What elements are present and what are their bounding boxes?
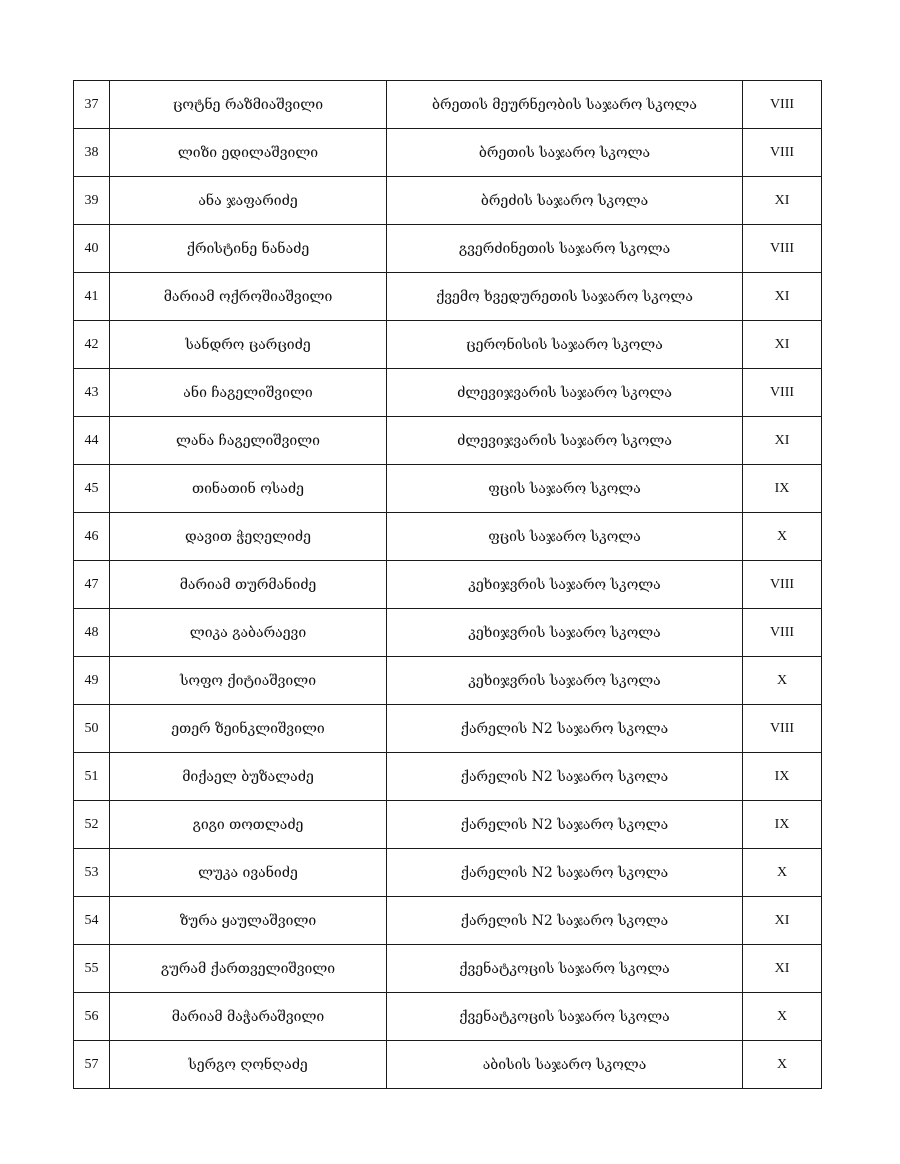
- table-row: [74, 993, 822, 1041]
- student-name: გიგი თოთლაძე: [110, 801, 387, 849]
- grade: X: [743, 513, 822, 561]
- table-row: [74, 129, 822, 177]
- table-row: [74, 177, 822, 225]
- table-row: [74, 417, 822, 465]
- row-number: 41: [74, 273, 110, 321]
- table-row: [74, 225, 822, 273]
- row-number: 52: [74, 801, 110, 849]
- row-number: 44: [74, 417, 110, 465]
- student-name: დავით ჭეღელიძე: [110, 513, 387, 561]
- grade: X: [743, 1041, 822, 1089]
- row-number: 40: [74, 225, 110, 273]
- school-name: ქვენატკოცის საჯარო სკოლა: [387, 945, 743, 993]
- row-number: 39: [74, 177, 110, 225]
- school-name: ფცის საჯარო სკოლა: [387, 465, 743, 513]
- school-name: ქვენატკოცის საჯარო სკოლა: [387, 993, 743, 1041]
- table-row: [74, 561, 822, 609]
- table-row: [74, 81, 822, 129]
- table-row: [74, 513, 822, 561]
- grade: XI: [743, 273, 822, 321]
- table-row: [74, 609, 822, 657]
- grade: VIII: [743, 225, 822, 273]
- table-row: [74, 801, 822, 849]
- table-row: [74, 369, 822, 417]
- student-name: ანი ჩაგელიშვილი: [110, 369, 387, 417]
- student-name: ლიკა გაბარაევი: [110, 609, 387, 657]
- school-name: ქარელის N2 საჯარო სკოლა: [387, 753, 743, 801]
- student-name: სოფო ქიტიაშვილი: [110, 657, 387, 705]
- table-row: [74, 657, 822, 705]
- student-name: ლუკა ივანიძე: [110, 849, 387, 897]
- table-row: [74, 705, 822, 753]
- grade: XI: [743, 945, 822, 993]
- row-number: 53: [74, 849, 110, 897]
- grade: VIII: [743, 609, 822, 657]
- table-row: [74, 465, 822, 513]
- row-number: 43: [74, 369, 110, 417]
- roster-table-body: [74, 81, 822, 1089]
- row-number: 50: [74, 705, 110, 753]
- school-name: გვერძინეთის საჯარო სკოლა: [387, 225, 743, 273]
- row-number: 54: [74, 897, 110, 945]
- row-number: 56: [74, 993, 110, 1041]
- school-name: ცერონისის საჯარო სკოლა: [387, 321, 743, 369]
- school-name: ძლევიჯვარის საჯარო სკოლა: [387, 417, 743, 465]
- row-number: 46: [74, 513, 110, 561]
- table-row: [74, 273, 822, 321]
- row-number: 48: [74, 609, 110, 657]
- grade: VIII: [743, 81, 822, 129]
- student-name: ზურა ყაულაშვილი: [110, 897, 387, 945]
- row-number: 55: [74, 945, 110, 993]
- school-name: კეხიჯვრის საჯარო სკოლა: [387, 561, 743, 609]
- grade: X: [743, 993, 822, 1041]
- school-name: კეხიჯვრის საჯარო სკოლა: [387, 657, 743, 705]
- school-name: ქარელის N2 საჯარო სკოლა: [387, 801, 743, 849]
- school-name: ფცის საჯარო სკოლა: [387, 513, 743, 561]
- grade: IX: [743, 753, 822, 801]
- student-name: მიქაელ ბუზალაძე: [110, 753, 387, 801]
- grade: VIII: [743, 369, 822, 417]
- grade: VIII: [743, 129, 822, 177]
- table-row: [74, 321, 822, 369]
- student-name: თინათინ ოსაძე: [110, 465, 387, 513]
- school-name: ქვემო ხვედურეთის საჯარო სკოლა: [387, 273, 743, 321]
- table-row: [74, 1041, 822, 1089]
- row-number: 38: [74, 129, 110, 177]
- student-name: სერგო ღონღაძე: [110, 1041, 387, 1089]
- school-name: ქარელის N2 საჯარო სკოლა: [387, 897, 743, 945]
- student-name: ქრისტინე ნანაძე: [110, 225, 387, 273]
- grade: X: [743, 657, 822, 705]
- student-name: ანა ჯაფარიძე: [110, 177, 387, 225]
- student-name: სანდრო ცარციძე: [110, 321, 387, 369]
- student-roster-table: [73, 80, 822, 1089]
- grade: IX: [743, 465, 822, 513]
- student-name: მარიამ თურმანიძე: [110, 561, 387, 609]
- table-row: [74, 753, 822, 801]
- grade: XI: [743, 321, 822, 369]
- school-name: ქარელის N2 საჯარო სკოლა: [387, 849, 743, 897]
- grade: XI: [743, 417, 822, 465]
- student-name: ლანა ჩაგელიშვილი: [110, 417, 387, 465]
- row-number: 42: [74, 321, 110, 369]
- row-number: 51: [74, 753, 110, 801]
- student-name: გურამ ქართველიშვილი: [110, 945, 387, 993]
- row-number: 45: [74, 465, 110, 513]
- row-number: 37: [74, 81, 110, 129]
- grade: XI: [743, 177, 822, 225]
- student-name: მარიამ მაჭარაშვილი: [110, 993, 387, 1041]
- school-name: ბრეთის საჯარო სკოლა: [387, 129, 743, 177]
- school-name: ძლევიჯვარის საჯარო სკოლა: [387, 369, 743, 417]
- grade: IX: [743, 801, 822, 849]
- table-row: [74, 849, 822, 897]
- student-name: ეთერ ზეინკლიშვილი: [110, 705, 387, 753]
- grade: X: [743, 849, 822, 897]
- grade: XI: [743, 897, 822, 945]
- school-name: აბისის საჯარო სკოლა: [387, 1041, 743, 1089]
- school-name: ბრეთის მეურნეობის საჯარო სკოლა: [387, 81, 743, 129]
- school-name: ბრეძის საჯარო სკოლა: [387, 177, 743, 225]
- grade: VIII: [743, 561, 822, 609]
- row-number: 47: [74, 561, 110, 609]
- table-row: [74, 897, 822, 945]
- student-name: ლიზი ედილაშვილი: [110, 129, 387, 177]
- table-row: [74, 945, 822, 993]
- student-name: ცოტნე რაზმიაშვილი: [110, 81, 387, 129]
- school-name: კეხიჯვრის საჯარო სკოლა: [387, 609, 743, 657]
- grade: VIII: [743, 705, 822, 753]
- student-name: მარიამ ოქროშიაშვილი: [110, 273, 387, 321]
- school-name: ქარელის N2 საჯარო სკოლა: [387, 705, 743, 753]
- row-number: 57: [74, 1041, 110, 1089]
- row-number: 49: [74, 657, 110, 705]
